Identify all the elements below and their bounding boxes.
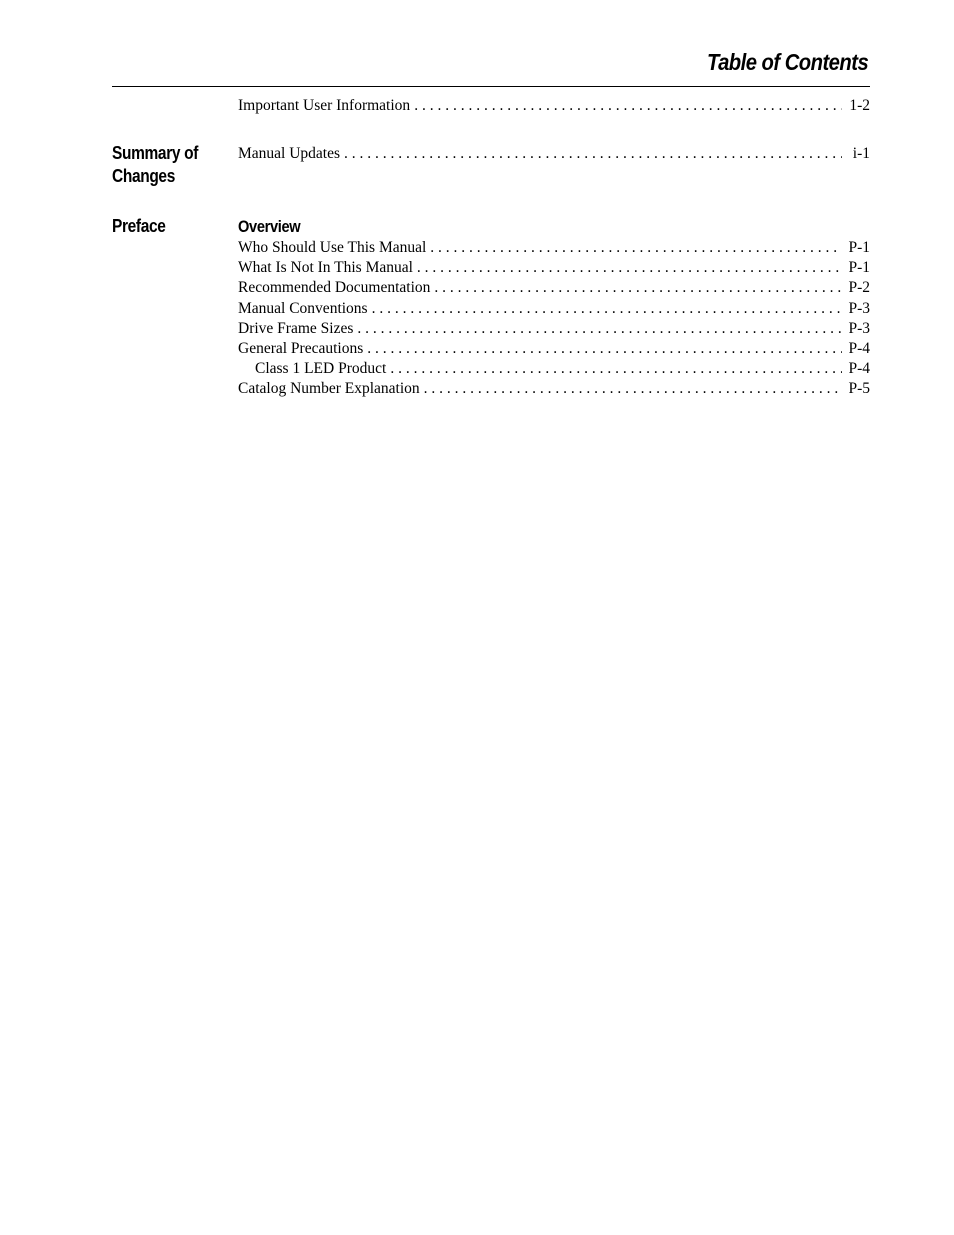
- dot-leader: [344, 144, 842, 164]
- toc-entry-page: P-4: [848, 360, 870, 378]
- toc-entry-text: Manual Conventions: [238, 299, 368, 317]
- toc-entry-manual-updates[interactable]: [238, 144, 870, 164]
- toc-entry-page: 1-2: [849, 97, 870, 114]
- toc-entry-text: Drive Frame Sizes: [238, 319, 354, 337]
- dot-leader: [417, 258, 842, 278]
- toc-entry-page: P-1: [848, 259, 870, 277]
- dot-leader: [357, 319, 842, 339]
- toc-entry-page: P-5: [848, 380, 870, 398]
- toc-entry-page: P-2: [848, 279, 870, 297]
- toc-entry-page: i-1: [852, 145, 870, 162]
- dot-leader: [367, 339, 842, 359]
- section-heading-summary-of-changes: [112, 142, 198, 188]
- toc-entry-text: Class 1 LED Product: [255, 360, 387, 378]
- section-heading-line: Changes: [112, 166, 175, 186]
- dot-leader: [424, 379, 842, 399]
- section-heading-line: Summary of: [112, 143, 199, 163]
- dot-leader: [430, 238, 842, 258]
- front-toc-list: [238, 96, 870, 116]
- toc-entry-general-precautions[interactable]: [238, 339, 870, 359]
- title-rule: [112, 86, 870, 87]
- toc-entry-catalog-number-explanation[interactable]: [238, 379, 870, 399]
- toc-entry-text: Manual Updates: [238, 145, 341, 162]
- section-heading-preface: Preface: [112, 216, 166, 236]
- toc-entry-drive-frame-sizes[interactable]: [238, 319, 870, 339]
- toc-entry-text: Recommended Documentation: [238, 279, 431, 297]
- toc-entry-page: P-3: [848, 319, 870, 337]
- toc-entry-text: Important User Information: [238, 97, 411, 114]
- summary-toc-list: [238, 144, 870, 164]
- preface-toc-list: [238, 238, 870, 400]
- toc-entry-important-user-information[interactable]: [238, 96, 870, 116]
- toc-entry-page: P-3: [848, 299, 870, 317]
- dot-leader: [434, 278, 842, 298]
- toc-entry-text: Catalog Number Explanation: [238, 380, 420, 398]
- dot-leader: [390, 359, 842, 379]
- toc-entry-page: P-1: [848, 239, 870, 256]
- toc-entry-what-is-not[interactable]: [238, 258, 870, 278]
- toc-entry-text: What Is Not In This Manual: [238, 259, 413, 277]
- toc-entry-page: P-4: [848, 339, 870, 357]
- toc-entry-who-should-use[interactable]: [238, 238, 870, 258]
- toc-entry-text: General Precautions: [238, 339, 364, 357]
- subheading-overview: Overview: [238, 217, 301, 236]
- toc-entry-manual-conventions[interactable]: [238, 299, 870, 319]
- toc-entry-class-1-led-product[interactable]: [238, 359, 870, 379]
- toc-entry-text: Who Should Use This Manual: [238, 239, 427, 256]
- page-title: Table of Contents: [706, 49, 868, 75]
- dot-leader: [372, 299, 842, 319]
- toc-entry-recommended-documentation[interactable]: [238, 278, 870, 298]
- dot-leader: [414, 96, 842, 116]
